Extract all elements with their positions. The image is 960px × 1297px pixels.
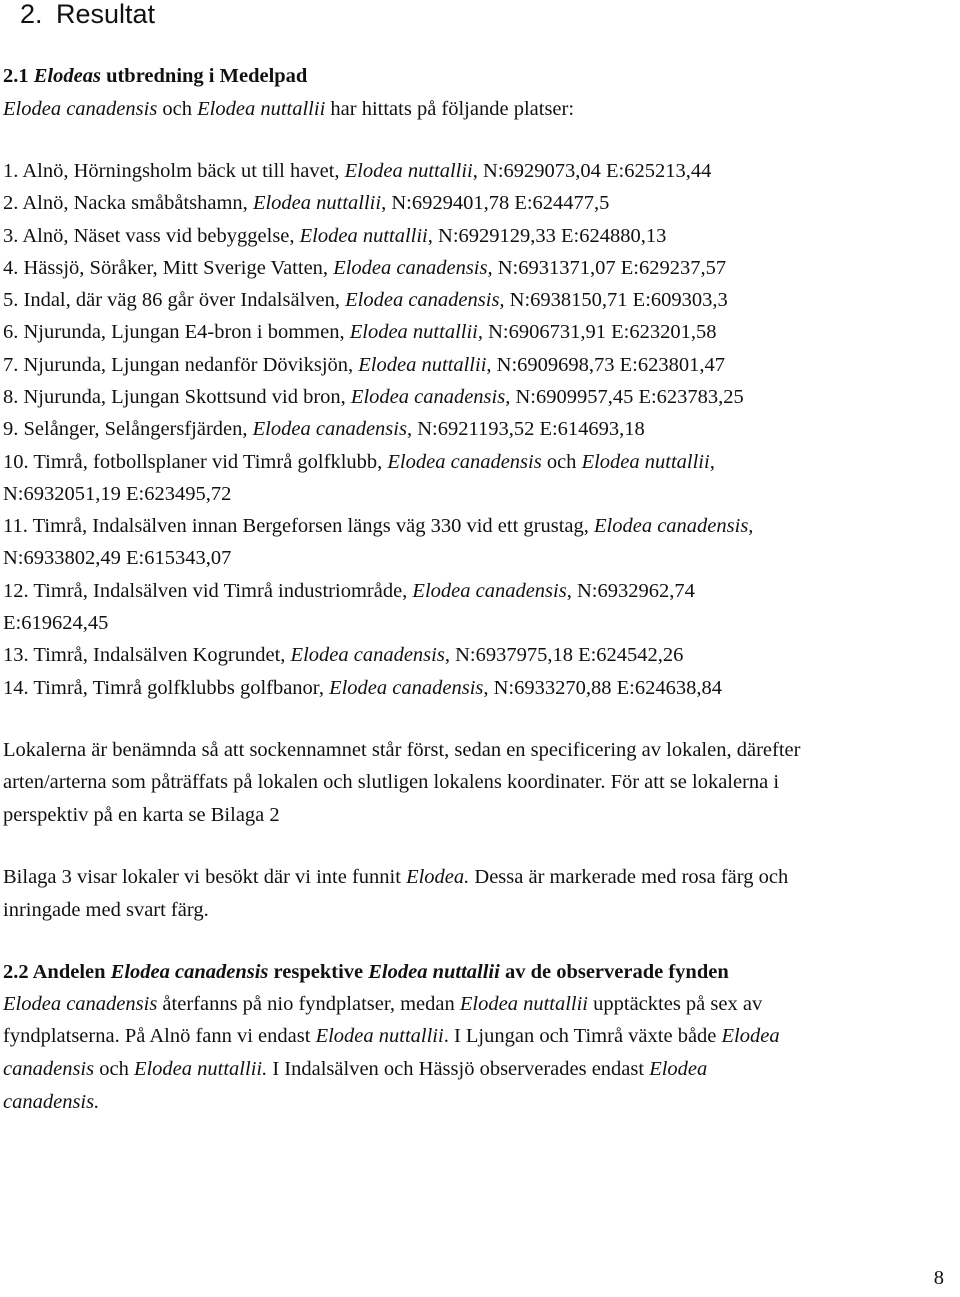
list-item: 9. Selånger, Selångersfjärden, Elodea canadensis, N:6921193,52 E:614693,18: [3, 418, 645, 440]
list-item: 12. Timrå, Indalsälven vid Timrå industriområde, Elodea canadensis, N:6932962,74: [3, 580, 695, 602]
list-item: 3. Alnö, Näset vass vid bebyggelse, Elodea nuttallii, N:6929129,33 E:624880,13: [3, 225, 667, 247]
paragraph-line: canadensis.: [3, 1091, 100, 1113]
list-item: 7. Njurunda, Ljungan nedanför Döviksjön, Elodea nuttallii, N:6909698,73 E:623801,47: [3, 354, 725, 376]
list-item: 14. Timrå, Timrå golfklubbs golfbanor, Elodea canadensis, N:6933270,88 E:624638,84: [3, 677, 722, 699]
list-item-continuation: E:619624,45: [3, 612, 109, 634]
list-item: 2. Alnö, Nacka småbåtshamn, Elodea nuttallii, N:6929401,78 E:624477,5: [3, 192, 610, 214]
paragraph-line: canadensis och Elodea nuttallii. I Indalsälven och Hässjö observerades endast Elodea: [3, 1058, 708, 1080]
list-item-continuation: N:6932051,19 E:623495,72: [3, 483, 232, 505]
list-item: 5. Indal, där väg 86 går över Indalsälven, Elodea canadensis, N:6938150,71 E:609303,3: [3, 289, 728, 311]
page-number: 8: [933, 1267, 944, 1289]
paragraph-line: perspektiv på en karta se Bilaga 2: [3, 804, 280, 826]
chapter-number: 2.: [20, 0, 43, 29]
list-item: 6. Njurunda, Ljungan E4-bron i bommen, Elodea nuttallii, N:6906731,91 E:623201,58: [3, 321, 717, 343]
paragraph-line: Bilaga 3 visar lokaler vi besökt där vi inte funnit Elodea. Dessa är markerade med rosa färg och: [3, 866, 789, 888]
section-heading-2-2: 2.2 Andelen Elodea canadensis respektive Elodea nuttallii av de observerade fynden: [3, 961, 729, 983]
paragraph-line: fyndplatserna. På Alnö fann vi endast Elodea nuttallii. I Ljungan och Timrå växte både Elodea: [3, 1025, 780, 1047]
list-item: 4. Hässjö, Söråker, Mitt Sverige Vatten, Elodea canadensis, N:6931371,07 E:629237,57: [3, 257, 727, 279]
paragraph-line: inringade med svart färg.: [3, 899, 209, 921]
list-item-continuation: N:6933802,49 E:615343,07: [3, 547, 232, 569]
paragraph-line: arten/arterna som påträffats på lokalen och slutligen lokalens koordinater. För att se lokalerna i: [3, 771, 780, 793]
paragraph-line: Elodea canadensis återfanns på nio fyndplatser, medan Elodea nuttallii upptäcktes på sex av: [3, 993, 763, 1015]
paragraph-line: Lokalerna är benämnda så att sockennamnet står först, sedan en specificering av lokalen, därefter: [3, 739, 801, 761]
chapter-heading: [20, 0, 155, 28]
chapter-title: Resultat: [56, 0, 156, 29]
section-heading-2-1: 2.1 Elodeas utbredning i Medelpad: [3, 65, 308, 87]
list-item: 8. Njurunda, Ljungan Skottsund vid bron, Elodea canadensis, N:6909957,45 E:623783,25: [3, 386, 744, 408]
list-item: 11. Timrå, Indalsälven innan Bergeforsen längs väg 330 vid ett grustag, Elodea canadensis,: [3, 515, 754, 537]
list-item: 10. Timrå, fotbollsplaner vid Timrå golfklubb, Elodea canadensis och Elodea nuttallii,: [3, 451, 715, 473]
list-item: 13. Timrå, Indalsälven Kogrundet, Elodea canadensis, N:6937975,18 E:624542,26: [3, 644, 684, 666]
intro-line: Elodea canadensis och Elodea nuttallii har hittats på följande platser:: [3, 98, 575, 120]
list-item: 1. Alnö, Hörningsholm bäck ut till havet, Elodea nuttallii, N:6929073,04 E:625213,44: [3, 160, 712, 182]
